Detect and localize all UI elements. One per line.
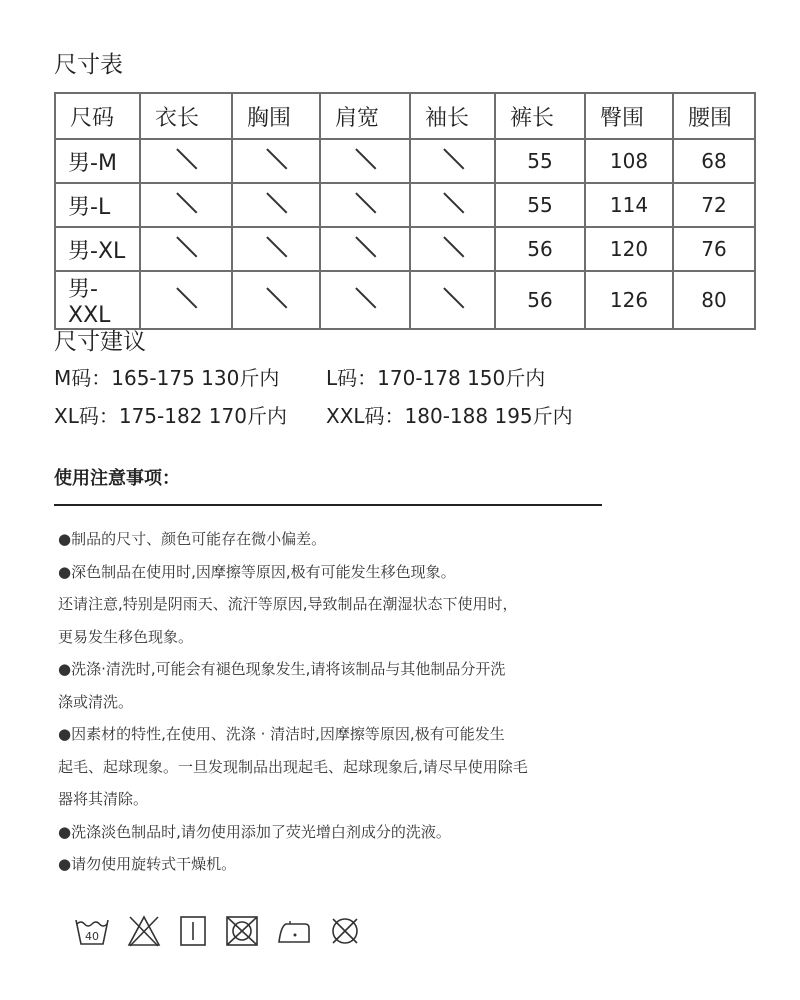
table-row bbox=[55, 271, 755, 329]
wash-temp-label: 40 bbox=[85, 930, 99, 943]
pants-length-value: 56 bbox=[495, 271, 585, 329]
no-bleach-icon bbox=[126, 914, 162, 948]
na-cell bbox=[140, 227, 232, 271]
line-dry-icon bbox=[178, 914, 208, 948]
header-size: 尺码 bbox=[55, 93, 140, 139]
header-shoulder: 肩宽 bbox=[320, 93, 410, 139]
slash-mark bbox=[175, 236, 197, 258]
usage-notes bbox=[58, 523, 618, 881]
slash-mark bbox=[354, 192, 376, 214]
na-cell bbox=[320, 183, 410, 227]
na-cell bbox=[320, 227, 410, 271]
na-cell bbox=[410, 227, 495, 271]
slash-mark bbox=[354, 148, 376, 170]
care-symbols bbox=[74, 914, 378, 948]
size-label: 男-L bbox=[55, 183, 140, 227]
slash-mark bbox=[442, 287, 464, 309]
na-cell bbox=[232, 139, 320, 183]
table-row bbox=[55, 227, 755, 271]
na-cell bbox=[232, 183, 320, 227]
usage-notes-title: 使用注意事项： bbox=[54, 468, 180, 489]
header-garment-length: 衣长 bbox=[140, 93, 232, 139]
size-advice-l: L码：170-178 150斤内 bbox=[326, 366, 546, 390]
slash-mark bbox=[175, 287, 197, 309]
hip-value: 114 bbox=[585, 183, 673, 227]
note-line: ●洗涤淡色制品时,请勿使用添加了荧光增白剂成分的洗液。 bbox=[58, 822, 451, 841]
slash-mark bbox=[265, 148, 287, 170]
header-waist: 腰围 bbox=[673, 93, 755, 139]
slash-mark bbox=[442, 192, 464, 214]
na-cell bbox=[410, 183, 495, 227]
note-line: ●制品的尺寸、颜色可能存在微小偏差。 bbox=[58, 530, 327, 548]
iron-low-icon bbox=[276, 914, 312, 948]
header-hip: 臀围 bbox=[585, 93, 673, 139]
wash-40-icon bbox=[74, 914, 110, 948]
slash-mark bbox=[442, 148, 464, 170]
size-label: 男-M bbox=[55, 139, 140, 183]
pants-length-value: 55 bbox=[495, 183, 585, 227]
slash-mark bbox=[442, 236, 464, 258]
header-chest: 胸围 bbox=[232, 93, 320, 139]
note-line: 起毛、起球现象。一旦发现制品出现起毛、起球现象后,请尽早使用除毛 bbox=[58, 757, 528, 776]
waist-value: 80 bbox=[673, 271, 755, 329]
na-cell bbox=[232, 271, 320, 329]
slash-mark bbox=[175, 148, 197, 170]
table-row bbox=[55, 183, 755, 227]
size-advice-m: M码：165-175 130斤内 bbox=[54, 366, 280, 390]
waist-value: 68 bbox=[673, 139, 755, 183]
hip-value: 126 bbox=[585, 271, 673, 329]
note-line: 器将其清除。 bbox=[58, 790, 149, 808]
na-cell bbox=[410, 271, 495, 329]
header-pants-length: 裤长 bbox=[495, 93, 585, 139]
note-line: ●深色制品在使用时,因摩擦等原因,极有可能发生移色现象。 bbox=[58, 562, 456, 581]
na-cell bbox=[140, 271, 232, 329]
pants-length-value: 56 bbox=[495, 227, 585, 271]
slash-mark bbox=[354, 287, 376, 309]
waist-value: 76 bbox=[673, 227, 755, 271]
slash-mark bbox=[265, 192, 287, 214]
slash-mark bbox=[354, 236, 376, 258]
header-sleeve: 袖长 bbox=[410, 93, 495, 139]
slash-mark bbox=[175, 192, 197, 214]
note-line: 还请注意,特别是阴雨天、流汗等原因,导致制品在潮湿状态下使用时， bbox=[58, 595, 518, 613]
note-line: 涤或清洗。 bbox=[58, 692, 134, 711]
na-cell bbox=[140, 139, 232, 183]
size-advice-title: 尺寸建议 bbox=[54, 329, 146, 355]
size-chart-title: 尺寸表 bbox=[54, 52, 123, 78]
hip-value: 120 bbox=[585, 227, 673, 271]
pants-length-value: 55 bbox=[495, 139, 585, 183]
no-tumble-dry-icon bbox=[224, 914, 260, 948]
no-dry-clean-icon bbox=[328, 914, 362, 948]
size-advice-xl: XL码：175-182 170斤内 bbox=[54, 404, 287, 428]
na-cell bbox=[320, 139, 410, 183]
note-line: 更易发生移色现象。 bbox=[58, 627, 194, 646]
table-row bbox=[55, 139, 755, 183]
hip-value: 108 bbox=[585, 139, 673, 183]
note-line: ●因素材的特性,在使用、洗涤 · 清洁时,因摩擦等原因,极有可能发生 bbox=[58, 725, 505, 743]
size-label: 男-XL bbox=[55, 227, 140, 271]
na-cell bbox=[410, 139, 495, 183]
size-chart-table bbox=[54, 92, 756, 330]
slash-mark bbox=[265, 287, 287, 309]
na-cell bbox=[232, 227, 320, 271]
waist-value: 72 bbox=[673, 183, 755, 227]
note-line: ●洗涤·清洗时,可能会有褪色现象发生,请将该制品与其他制品分开洗 bbox=[58, 660, 506, 678]
size-advice-xxl: XXL码：180-188 195斤内 bbox=[326, 404, 573, 428]
na-cell bbox=[140, 183, 232, 227]
size-label: 男-XXL bbox=[55, 271, 140, 329]
section-divider bbox=[54, 504, 602, 506]
slash-mark bbox=[265, 236, 287, 258]
size-chart-header-row bbox=[55, 93, 755, 139]
na-cell bbox=[320, 271, 410, 329]
note-line: ●请勿使用旋转式干燥机。 bbox=[58, 855, 237, 873]
